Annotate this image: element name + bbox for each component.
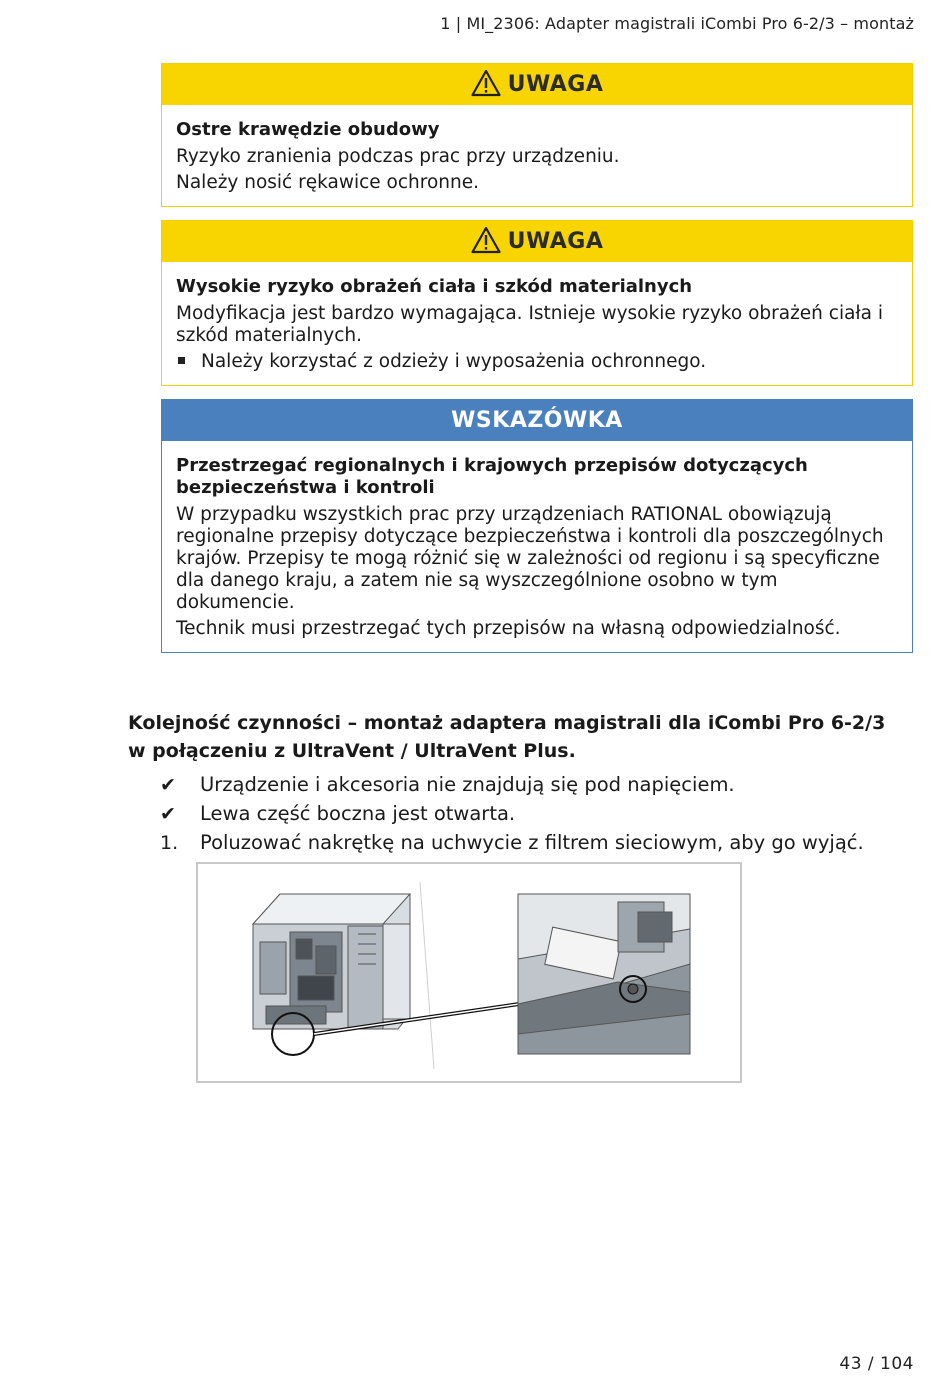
warning-header: [162, 64, 912, 105]
warning-triangle-icon: [471, 69, 501, 97]
warning-label: UWAGA: [507, 72, 604, 97]
hint-text: Technik musi przestrzegać tych przepisów na własną odpowiedzialność.: [176, 618, 841, 639]
detail-view: [518, 894, 690, 1054]
step-item: [160, 828, 864, 857]
warning-label: UWAGA: [507, 229, 604, 254]
prerequisite-text: Lewa część boczna jest otwarta.: [200, 802, 516, 825]
warning-text: Ryzyko zranienia podczas prac przy urządzeniu.: [176, 146, 620, 167]
bullet-square-icon: [178, 357, 185, 364]
warning-bullet-text: Należy korzystać z odzieży i wyposażenia ochronnego.: [201, 351, 707, 372]
prerequisite-item: [160, 770, 864, 799]
hint-label: WSKAZÓWKA: [451, 408, 623, 433]
step-number: 1.: [160, 831, 179, 854]
hint-text: W przypadku wszystkich prac przy urządzeniach RATIONAL obowiązują regionalne przepisy dotyczące bezpieczeństwa i kontroli dla poszczególnych krajów. Przepisy te mogą różnić się w zależności od regionu i są specyficzne dla danego kraju, a zatem nie są wyszczególnione osobno w tym dokumencie.: [176, 504, 884, 613]
procedure-steps: [160, 770, 864, 857]
appliance-illustration: [198, 864, 739, 1080]
warning-header: [162, 221, 912, 262]
procedure-heading: Kolejność czynności – montaż adaptera magistrali dla iCombi Pro 6-2/3 w połączeniu z UltraVent / UltraVent Plus.: [128, 712, 886, 762]
hint-title: Przestrzegać regionalnych i krajowych przepisów dotyczących bezpieczeństwa i kontroli: [176, 455, 808, 498]
appliance-unit: [253, 894, 410, 1029]
prerequisite-item: [160, 799, 864, 828]
warning-box-sharp-edges: [161, 63, 913, 207]
running-header: 1 | MI_2306: Adapter magistrali iCombi Pro 6-2/3 – montaż: [440, 14, 914, 33]
hint-box-regulations: [161, 399, 913, 653]
warning-text: Modyfikacja jest bardzo wymagająca. Istnieje wysokie ryzyko obrażeń ciała i szkód materialnych.: [176, 303, 884, 346]
hint-header: [162, 400, 912, 441]
warning-box-injury-risk: [161, 220, 913, 386]
warning-title: Ostre krawędzie obudowy: [176, 119, 440, 140]
checkmark-icon: ✔: [160, 802, 176, 825]
warning-title: Wysokie ryzyko obrażeń ciała i szkód materialnych: [176, 276, 693, 297]
figure-filter-holder: [196, 862, 742, 1083]
warning-triangle-icon: [471, 226, 501, 254]
warning-bullet: [176, 351, 898, 373]
step-text: Poluzować nakrętkę na uchwycie z filtrem sieciowym, aby go wyjąć.: [200, 831, 864, 854]
checkmark-icon: ✔: [160, 773, 176, 796]
warning-text: Należy nosić rękawice ochronne.: [176, 172, 479, 193]
page-number: 43 / 104: [839, 1354, 914, 1374]
prerequisite-text: Urządzenie i akcesoria nie znajdują się pod napięciem.: [200, 773, 735, 796]
